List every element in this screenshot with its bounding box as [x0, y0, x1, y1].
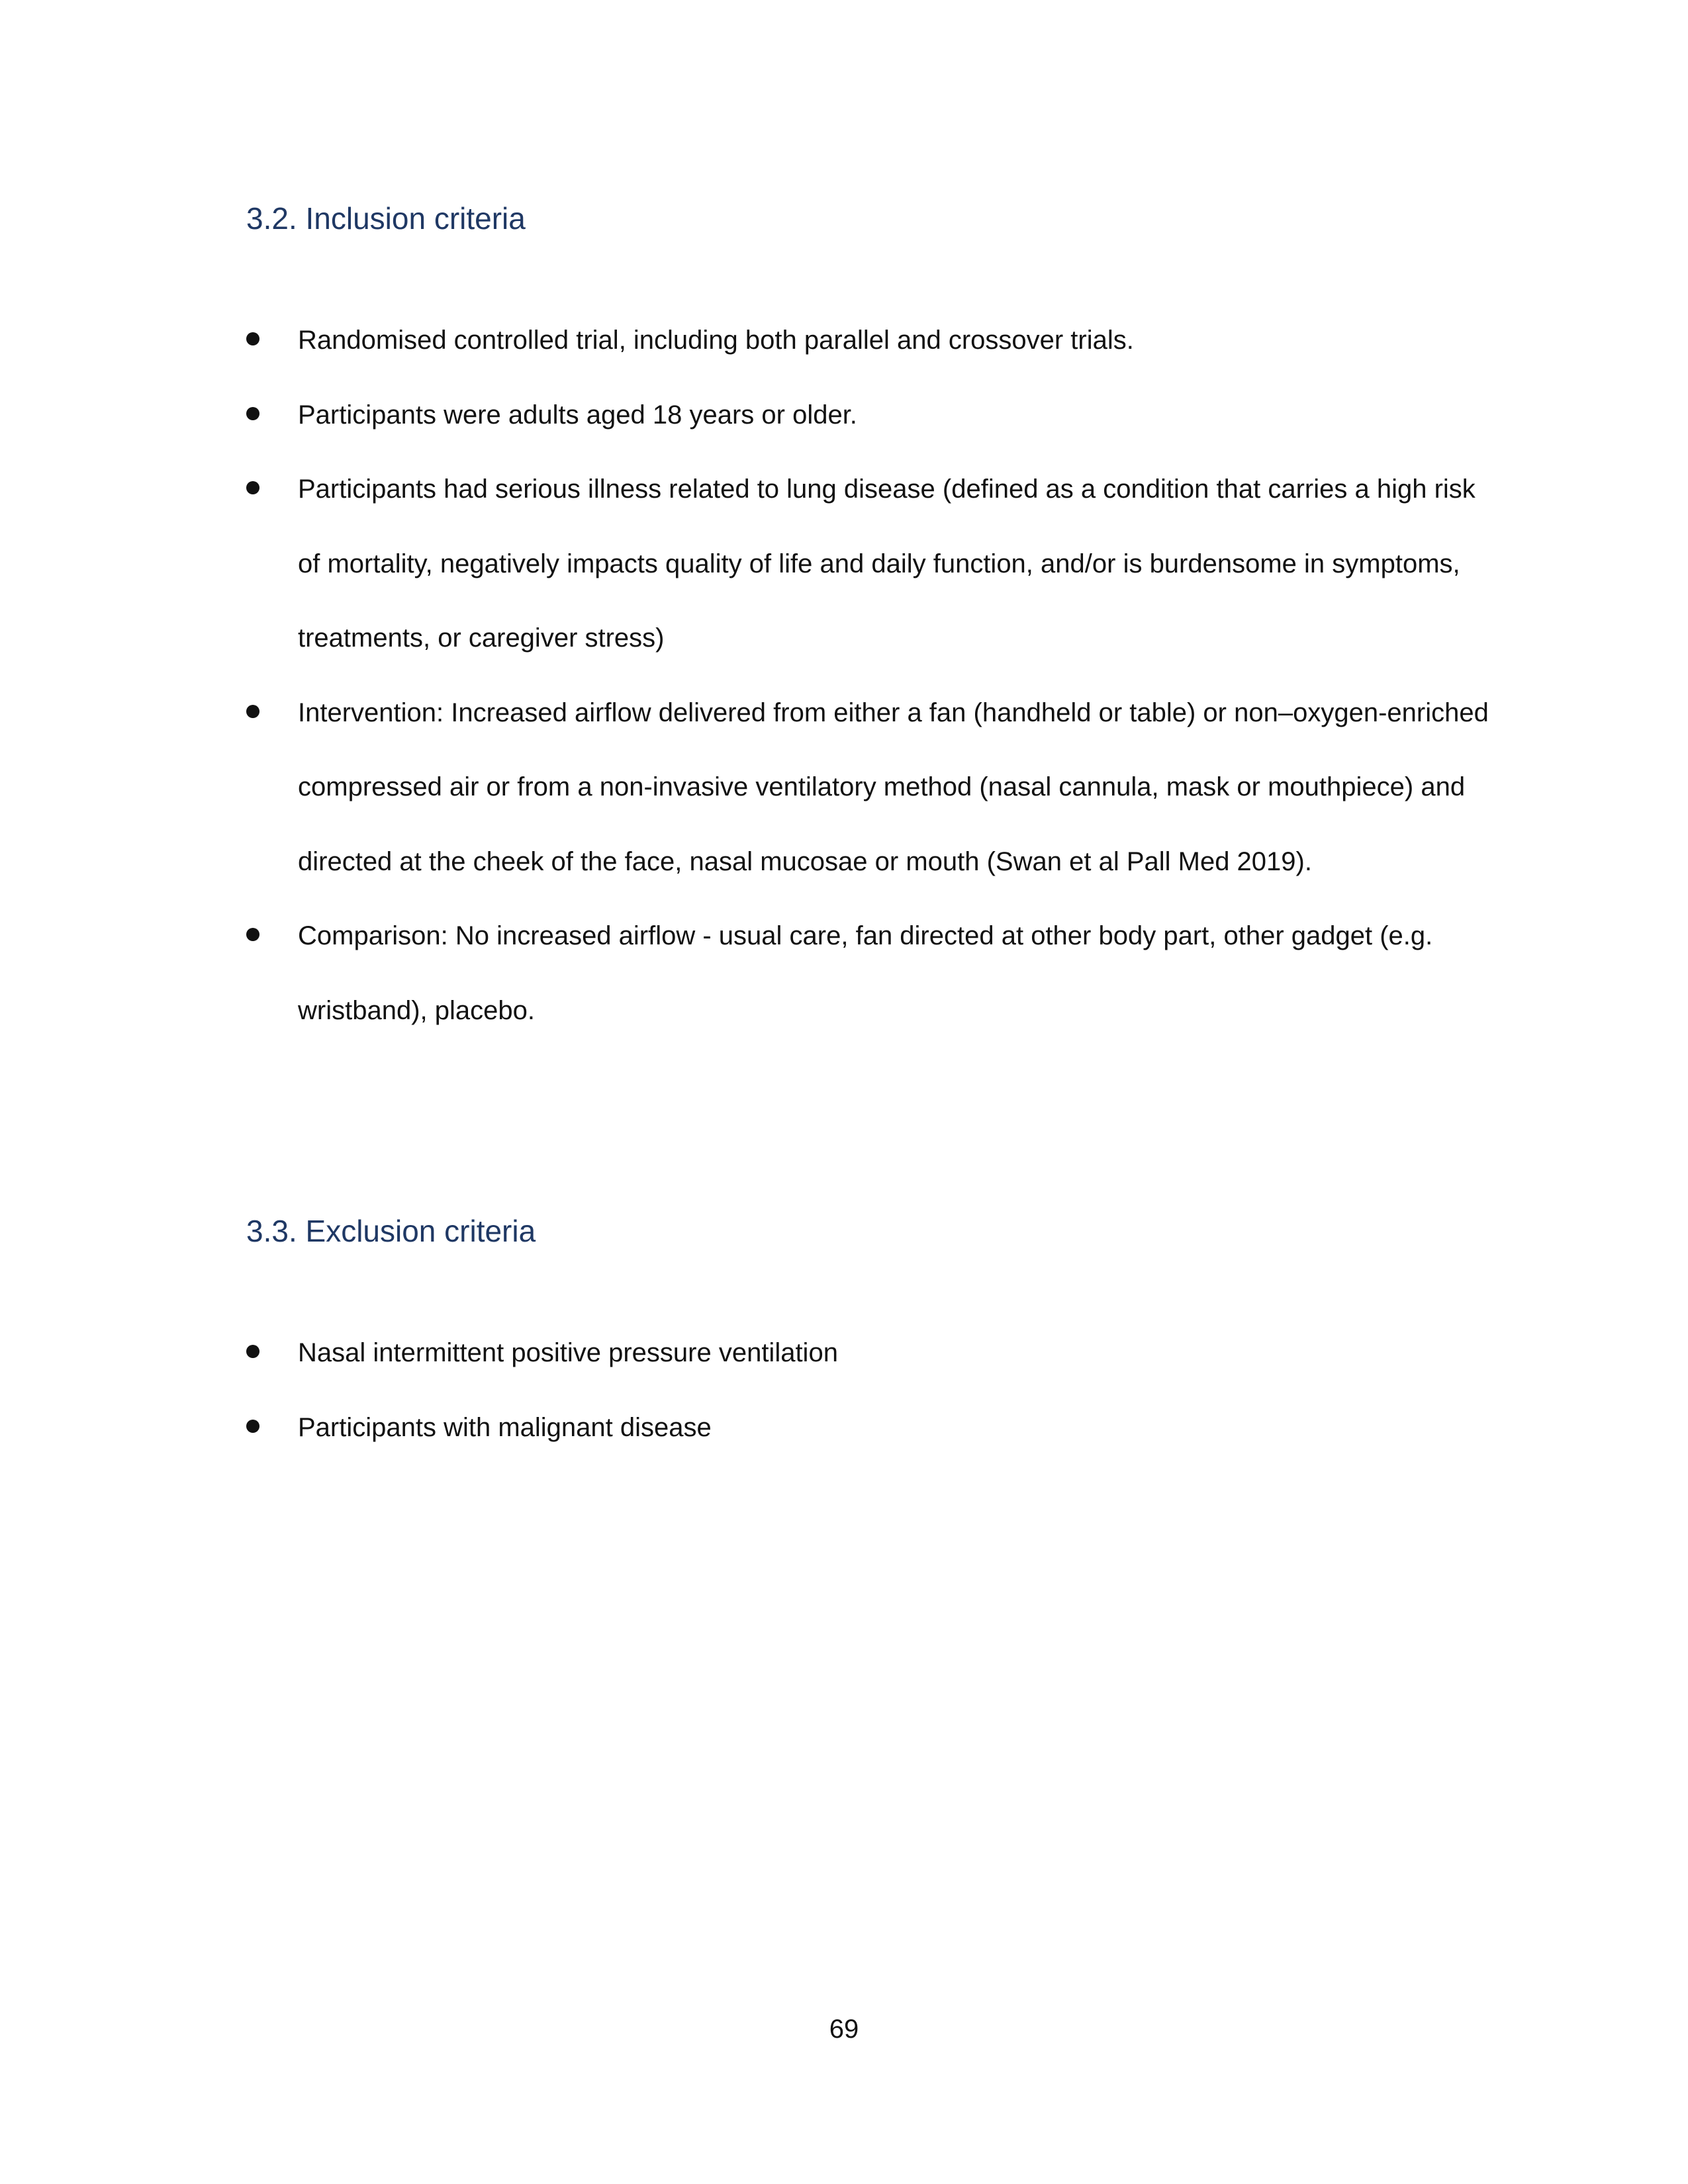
bullet-icon — [246, 705, 259, 718]
bullet-icon — [246, 1345, 259, 1358]
bullet-icon — [246, 481, 259, 494]
bullet-icon — [246, 928, 259, 941]
exclusion-criteria-list — [246, 1316, 1491, 1465]
list-item — [246, 378, 1491, 453]
section-heading-exclusion-criteria: 3.3. Exclusion criteria — [246, 1214, 536, 1248]
page-number: 69 — [829, 2015, 859, 2044]
list-item — [246, 899, 1491, 1048]
bullet-icon — [246, 407, 259, 420]
inclusion-criteria-list — [246, 303, 1491, 1048]
list-item-text: Participants were adults aged 18 years or older. — [298, 400, 857, 430]
list-item — [246, 1390, 1491, 1465]
section-heading-inclusion-criteria: 3.2. Inclusion criteria — [246, 201, 526, 236]
list-item — [246, 452, 1491, 676]
bullet-icon — [246, 1420, 259, 1433]
list-item-text: Randomised controlled trial, including both parallel and crossover trials. — [298, 326, 1134, 355]
list-item-text: Intervention: Increased airflow delivered from either a fan (handheld or table) or non–oxygen-enriched compressed air or from a non-invasive ventilatory method (nasal cannula, mask or mouthpiece) and directed at the cheek of the face, nasal mucosae or mouth (Swan et al Pall Med 2019). — [298, 698, 1489, 876]
list-item — [246, 676, 1491, 899]
list-item-text: Participants with malignant disease — [298, 1412, 712, 1442]
list-item — [246, 1316, 1491, 1390]
list-item-text: Comparison: No increased airflow - usual care, fan directed at other body part, other gadget (e.g. wristband), placebo. — [298, 921, 1433, 1025]
list-item — [246, 303, 1491, 378]
list-item-text: Nasal intermittent positive pressure ventilation — [298, 1338, 838, 1367]
bullet-icon — [246, 332, 259, 345]
list-item-text: Participants had serious illness related to lung disease (defined as a condition that carries a high risk of mortality, negatively impacts quality of life and daily function, and/or is burdensome in symptoms, treatments, or caregiver stress) — [298, 475, 1476, 653]
